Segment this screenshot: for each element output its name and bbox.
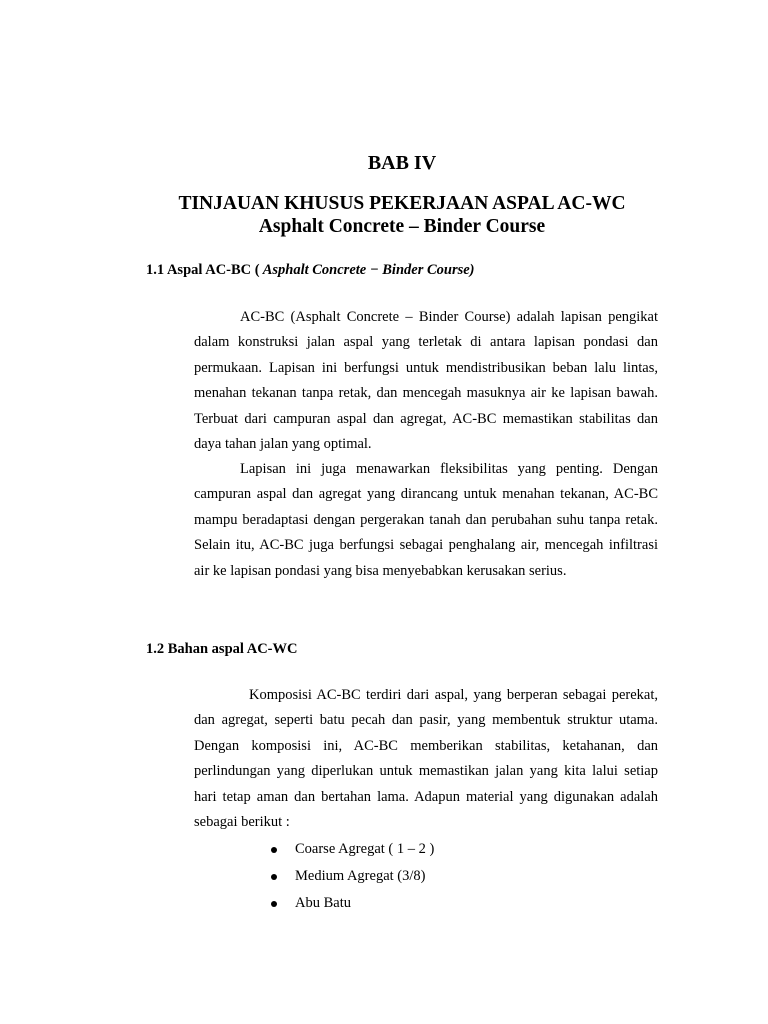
bullet-icon <box>271 901 277 907</box>
section-1-paragraph-2: Lapisan ini juga menawarkan fleksibilitas yang penting. Dengan campuran aspal dan agregat yang dirancang untuk menahan tekanan, AC-BC mampu beradaptasi dengan pergerakan tanah dan perubahan suhu tanpa retak. Selain itu, AC-BC juga berfungsi sebagai penghalang air, mencegah infiltrasi air ke lapisan pondasi yang bisa menyebabkan kerusakan serius. <box>194 461 658 579</box>
section-2-paragraph-1: Komposisi AC-BC terdiri dari aspal, yang berperan sebagai perekat, dan agregat, seperti batu pecah dan pasir, yang membentuk struktur utama. Dengan komposisi ini, AC-BC memberikan stabilitas, ketahanan, dan perlindungan yang diperlukan untuk memastikan jalan yang kita lalui setiap hari tetap aman dan bertahan lama. Adapun material yang digunakan adalah sebagai berikut : <box>194 687 658 831</box>
section-2-heading: 1.2 Bahan aspal AC-WC <box>146 641 298 657</box>
material-list <box>268 836 434 917</box>
list-item-label: Coarse Agregat ( 1 – 2 ) <box>295 841 435 857</box>
section-1-heading-label: 1.1 Aspal AC-BC ( <box>146 262 260 278</box>
list-item <box>268 890 434 917</box>
document-subtitle: Asphalt Concrete – Binder Course <box>258 216 546 237</box>
document-title: TINJAUAN KHUSUS PEKERJAAN ASPAL AC-WC <box>178 193 626 214</box>
list-item <box>268 836 434 863</box>
chapter-title: BAB IV <box>367 152 437 174</box>
section-1-paragraph-1: AC-BC (Asphalt Concrete – Binder Course) adalah lapisan pengikat dalam konstruksi jalan aspal yang terletak di antara lapisan pondasi dan permukaan. Lapisan ini berfungsi untuk mendistribusikan beban lalu lintas, menahan tekanan tanpa retak, dan mencegah masuknya air ke lapisan bawah. Terbuat dari campuran aspal dan agregat, AC-BC memastikan stabilitas dan daya tahan jalan yang optimal. <box>194 309 658 453</box>
list-item <box>268 863 434 890</box>
list-item-label: Medium Agregat (3/8) <box>295 868 426 884</box>
section-1-heading <box>146 262 475 279</box>
section-1-heading-subtitle: Asphalt Concrete − Binder Course) <box>259 262 475 278</box>
bullet-icon <box>271 874 277 880</box>
bullet-icon <box>271 847 277 853</box>
list-item-label: Abu Batu <box>295 895 351 911</box>
